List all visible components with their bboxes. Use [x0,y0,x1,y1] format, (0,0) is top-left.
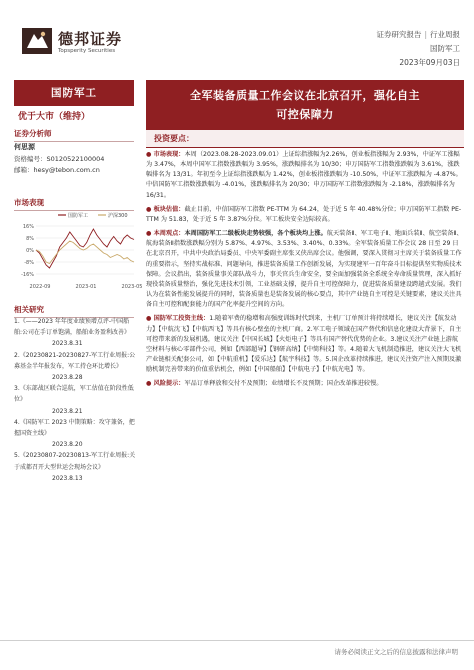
related-item-title: 5.《20230807-20230813-军工行业周报:关于成都召开大型世运会现场会议》 [14,452,136,471]
analyst-email: 邮箱：hesy@tebon.com.cn [14,166,100,174]
report-meta: 证券研究报告 | 行业周报 国防军工 2023年09月03日 [376,28,460,70]
paragraph-highlight: 本周国防军工二级板块走势较强，各个板块均上涨。 [184,230,327,238]
x-tick-label: 2022-09 [29,284,51,290]
y-tick-label: -8% [24,260,34,266]
related-section-title: 相关研究 [14,304,134,318]
report-title-line1: 全军装备质量工作会议在北京召开，强化自主 [190,89,420,102]
paragraph-lead: 国防军工投资主线： [153,315,210,323]
y-tick-label: 8% [26,236,34,242]
analyst-section-title: 证券分析师 [14,128,134,142]
paragraph-text: 1.随着军费的稳增和高强度训练时代到来，主机厂订单预计将持续增长，建议关注【航发动力】【中航沈飞】【中航西飞】等具有核心壁垒的主机厂商。2.军工电子领域在国产替代和信息化建设大背景下，自主可控带来新的发展机遇，建议关注【中国长城】【火炬电子】等具有国产替代优势的企业。3.建议关注产业链上游航空材料与核心零部件公司，例如【西部超导】【钢研高纳】【中简科技】等。4.随着大飞机制造推进，建议关注大飞机产业链相关配套公司，如【中航重机】【爱乐达】【航宇科技】等。5.国企改革持续推进，建议关注资产注入预期及激励机制完善带来的价值重估机会，例如【中国船舶】【中航电子】【中航光电】等。 [146,315,462,374]
legend-label: 沪深300 [108,213,128,219]
paragraph-lead: 市场表现： [153,151,185,158]
market-performance-chart [14,210,143,292]
x-tick-label: 2023-05 [121,284,143,290]
related-item-date: 2023.8.28 [52,374,83,382]
analyst-name: 何思源 [14,143,35,151]
related-item[interactable] [14,417,136,451]
page-footer [0,640,474,660]
footer-disclaimer: 请务必阅读正文之后的信息披露和法律声明 [334,648,458,656]
bullet-icon: ● [146,315,154,323]
paragraph-text: 截止目前，中信国防军工指数 PE-TTM 为 64.24，处于近 5 年 40.48%分位；申万国防军工指数 PE-TTM 为 51.83，处于近 5 年 3.87%分位。军工板块安全边际较高。 [146,205,462,223]
key-points-body [146,150,464,393]
company-logo-icon [22,28,52,54]
report-date: 2023年09月03日 [399,58,460,67]
analyst-cert: 资格编号：S0120522100004 [14,154,105,163]
related-item-title: 1.《——2023 年年度业绩预增点评-中国船舶:公司在手订单饱满，船舶业务盈利改善》 [14,318,131,337]
related-item[interactable] [14,316,136,350]
related-item-date: 2023.8.20 [52,441,83,449]
report-title-line2: 可控保障力 [276,108,334,121]
related-item[interactable] [14,450,136,484]
paragraph-text: 本周（2023.08.28-2023.09.01）上证综指涨幅为2.26%，创业板指涨幅为 2.93%，中证军工涨幅为 3.47%，本周中国军工指数涨跌幅为 3.95%，涨跌幅排名为 10/30；申万国防军工指数涨跌幅为 3.61%，涨跌幅排名为 13/31。年初至今上证综指涨跌幅为 1.42%，创业板指涨跌幅为 -10.50%，中证军工涨跌幅为 -4.87%。中信国防军工指数涨跌幅为 -4.01%，涨跌幅排名为 20/30；申万国防军工指数涨跌幅为 -2.18%，涨跌幅排名为 16/31。 [146,151,462,199]
valuation-paragraph [146,205,464,225]
related-item[interactable] [14,350,136,384]
paragraph-text: 航天装备Ⅱ、军工电子Ⅱ、地面兵装Ⅱ、航空装备Ⅱ、航海装备Ⅱ指数涨跌幅分别为 5.87%、4.97%、3.53%、3.40%、0.33%。全军装备质量工作会议 28 日至 29 日在北京召开，中共中央政治局委员、中央军委副主席张又侠出席会议。他强调，要深入贯彻习主席关于装备质量工作的重要指示，坚持实战标准、问题导向，推进装备质量工作创新发展，为实现建军一百年奋斗目标提供坚实物质技术保障。会议指出，装备质量事关部队战斗力，事关官兵生命安全，要全面加强装备全系统全寿命质量管理，深入抓好现役装备质量整治，强化先进技术引领，工业基础支撑，提升自主可控保障力，促进装备质量建设跨越式发展。我们认为在装备性能发展提升的同时，装备质量也是装备发展的核心要点，其中产业链自主可控是关键要素，建议关注具备自主可控和配套能力的国产化率提升空间的方向。 [146,230,463,309]
y-tick-label: 16% [22,224,34,230]
analyst-info [14,142,134,177]
report-header [0,0,474,76]
industry-name: 国防军工 [430,44,460,53]
industry-title: 国防军工 [14,80,134,106]
market-performance-paragraph [146,150,464,201]
x-tick-label: 2023-01 [75,284,97,290]
company-name-en: Topsperity Securities [58,48,116,54]
weekly-view-paragraph [146,229,464,310]
bullet-icon: ● [146,151,154,158]
y-tick-label: -16% [21,272,34,278]
paragraph-text: 军品订单释放和交付不及预期；业绩增长不及预期；国企改革推进较慢。 [184,380,383,388]
related-item-date: 2023.8.13 [52,474,83,482]
related-research-list [14,316,136,484]
related-item-title: 3.《东部战区联合巡航，军工估值在阶段性低位》 [14,385,134,404]
bullet-icon: ● [146,380,154,388]
report-type: 证券研究报告 [376,30,422,39]
risk-paragraph [146,379,464,389]
paragraph-lead: 板块估值： [153,205,185,213]
related-item[interactable] [14,383,136,417]
paragraph-lead: 风险提示： [153,380,185,388]
related-item-title: 2.《20230821-20230827-军工行业周报:公募基金半年报发布，军工持仓环比增长》 [14,351,136,370]
key-points-label: 投资要点： [146,130,464,148]
paragraph-lead: 本周观点： [153,230,185,238]
legend-label: 国防军工 [68,213,89,219]
market-section-title: 市场表现 [14,197,134,211]
related-item-date: 2023.8.21 [52,407,83,415]
sidebar [0,76,143,656]
bullet-icon: ● [146,205,154,213]
company-name: 德邦证券 [58,30,123,48]
related-item-date: 2023.8.31 [52,340,83,348]
related-item-title: 4.《国防军工 2023 中期策略：攻守兼备，把握国资主线》 [14,418,135,438]
report-subtype: 行业周报 [430,30,460,39]
y-tick-label: 0% [26,248,34,254]
bullet-icon: ● [146,230,154,238]
investment-lines-paragraph [146,314,464,375]
report-title [146,80,464,130]
rating: 优于大市（维持） [18,112,91,122]
